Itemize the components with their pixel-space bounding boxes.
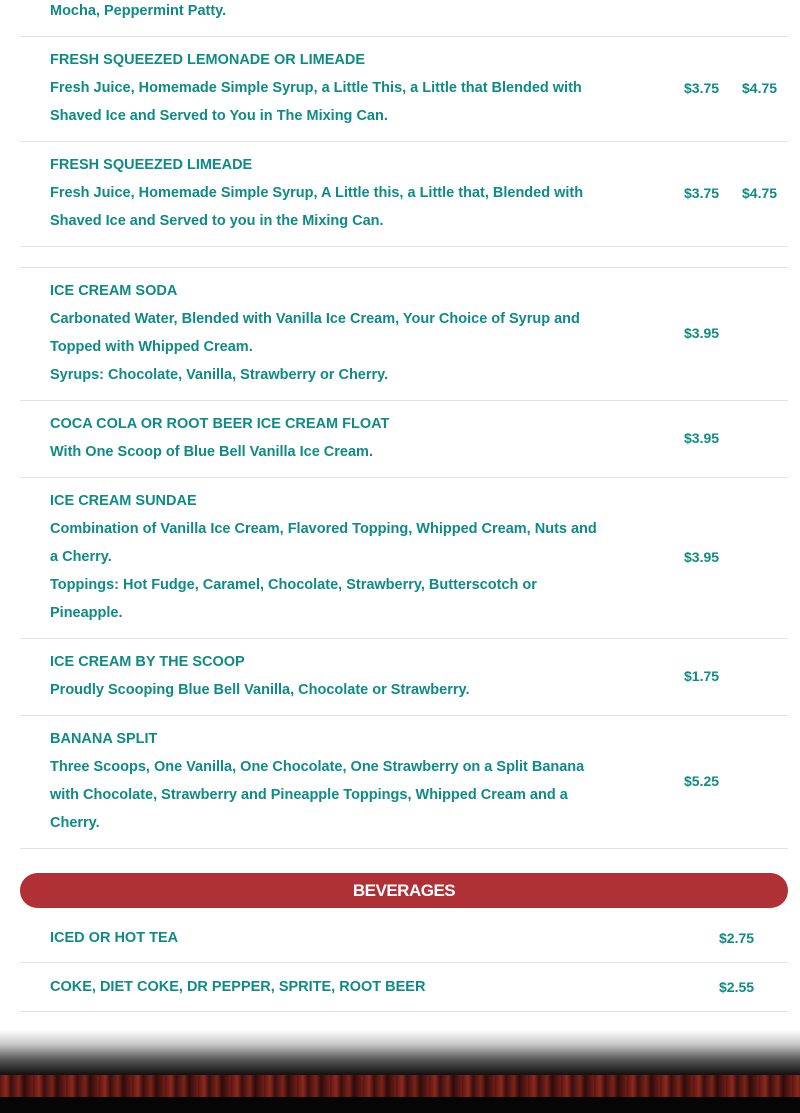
menu-item-ice-cream-soda [20,268,788,401]
item-description-line: a Cherry. [50,549,112,565]
item-description-line: Toppings: Hot Fudge, Caramel, Chocolate, Strawberry, Butterscotch or [50,577,537,593]
menu-divider-spacer [20,247,788,268]
section-title: BEVERAGES [352,880,456,900]
item-description-line: Syrups: Chocolate, Vanilla, Strawberry or Cherry. [50,367,389,383]
item-description-line: Three Scoops, One Vanilla, One Chocolate, One Strawberry on a Split Banana [50,759,585,775]
item-price: $5.25 [684,773,720,789]
item-price: $3.95 [684,549,720,565]
item-description-line: Shaved Ice and Served to you in the Mixing Can. [50,213,384,229]
item-description-line: Fresh Juice, Homemade Simple Syrup, A Little this, a Little that, Blended with [50,185,584,201]
item-title: FRESH SQUEEZED LEMONADE OR LIMEADE [50,52,365,68]
item-title: ICE CREAM BY THE SCOOP [50,654,245,670]
menu-item-ice-cream-sundae [20,478,788,639]
item-price-large: $4.75 [742,185,778,201]
footer-background [0,1030,800,1113]
item-description-line: Topped with Whipped Cream. [50,339,253,355]
footer-bar [0,1097,800,1113]
section-header-beverages [20,873,788,908]
item-description-line: Cherry. [50,815,100,831]
item-title: COCA COLA OR ROOT BEER ICE CREAM FLOAT [50,416,390,432]
item-price: $1.75 [684,668,720,684]
beverage-item-tea [20,914,788,963]
item-title: BANANA SPLIT [50,731,158,747]
beverage-name: COKE, DIET COKE, DR PEPPER, SPRITE, ROOT BEER [50,979,426,995]
item-description-line: Shaved Ice and Served to You in The Mixing Can. [50,108,388,124]
menu-item-ice-cream-float [20,401,788,478]
item-description-line: With One Scoop of Blue Bell Vanilla Ice Cream. [50,444,373,460]
item-description-line: Combination of Vanilla Ice Cream, Flavored Topping, Whipped Cream, Nuts and [50,521,597,537]
menu-item-banana-split [20,716,788,849]
footer-decorative-stripe [0,1075,800,1097]
item-price: $3.95 [684,430,720,446]
item-description-line: Carbonated Water, Blended with Vanilla Ice Cream, Your Choice of Syrup and [50,311,580,327]
menu-item-prev [20,0,788,37]
item-title: FRESH SQUEEZED LIMEADE [50,157,253,173]
menu-item-limeade [20,142,788,247]
item-description-line: Mocha, Peppermint Patty. [50,3,227,19]
menu-item-lemonade [20,37,788,142]
item-description-line: Fresh Juice, Homemade Simple Syrup, a Little This, a Little that Blended with [50,80,582,96]
item-description-line: Pineapple. [50,605,123,621]
beverage-price: $2.55 [719,979,755,995]
item-price: $3.75 [684,80,720,96]
beverage-name: ICED OR HOT TEA [50,930,179,946]
item-title: ICE CREAM SODA [50,283,178,299]
item-title: ICE CREAM SUNDAE [50,493,197,509]
beverage-price: $2.75 [719,930,755,946]
item-price: $3.95 [684,325,720,341]
beverage-item-sodas [20,963,788,1012]
item-description-line: with Chocolate, Strawberry and Pineapple Toppings, Whipped Cream and a [50,787,568,803]
item-description-line: Proudly Scooping Blue Bell Vanilla, Chocolate or Strawberry. [50,682,470,698]
item-price-large: $4.75 [742,80,778,96]
item-price: $3.75 [684,185,720,201]
menu-item-ice-cream-scoop [20,639,788,716]
